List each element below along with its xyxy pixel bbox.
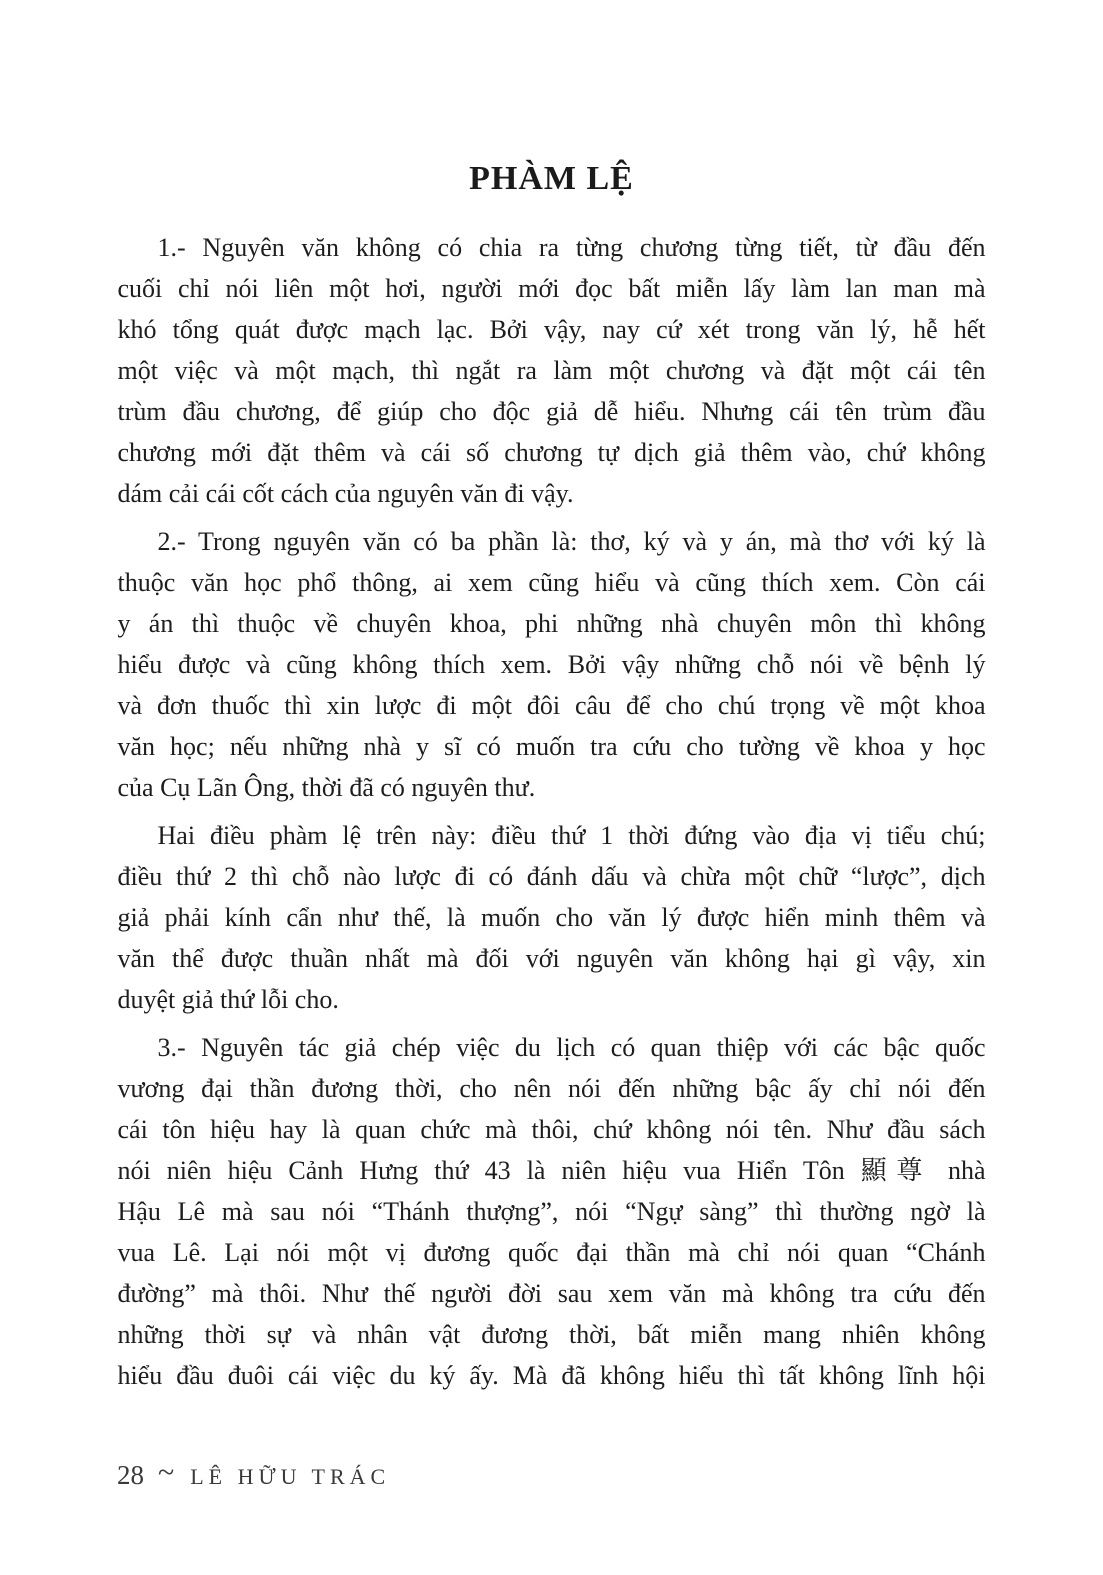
page-title: PHÀM LỆ [469, 160, 634, 197]
text-line: những thời sự và nhân vật đương thời, bất miễn mang nhiên không [117, 1320, 986, 1349]
text-line: nói niên hiệu Cảnh Hưng thứ 43 là niên hiệu vua Hiển Tôn 顯尊 nhà [117, 1156, 986, 1185]
text-line: trùm đầu chương, để giúp cho độc giả dễ hiểu. Nhưng cái tên trùm đầu [117, 397, 986, 426]
text-line: 2.- Trong nguyên văn có ba phần là: thơ, ký và y án, mà thơ với ký là [157, 527, 986, 556]
text-line: của Cụ Lãn Ông, thời đã có nguyên thư. [117, 773, 536, 802]
text-line: khó tổng quát được mạch lạc. Bởi vậy, nay cứ xét trong văn lý, hễ hết [117, 315, 986, 344]
text-line: cuối chỉ nói liên một hơi, người mới đọc bất miễn lấy làm lan man mà [117, 274, 986, 303]
text-line: 3.- Nguyên tác giả chép việc du lịch có quan thiệp với các bậc quốc [157, 1033, 986, 1062]
text-line: và đơn thuốc thì xin lược đi một đôi câu để cho chú trọng về một khoa [117, 691, 986, 720]
text-line: văn thể được thuần nhất mà đối với nguyên văn không hại gì vậy, xin [117, 944, 986, 973]
paragraph [118, 227, 986, 514]
text-line: thuộc văn học phổ thông, ai xem cũng hiểu và cũng thích xem. Còn cái [117, 568, 986, 597]
text-line: Hai điều phàm lệ trên này: điều thứ 1 thời đứng vào địa vị tiểu chú; [157, 821, 986, 850]
text-line: đường” mà thôi. Như thế người đời sau xem văn mà không tra cứu đến [117, 1279, 986, 1308]
text-line: hiểu đầu đuôi cái việc du ký ấy. Mà đã không hiểu thì tất không lĩnh hội [117, 1361, 986, 1390]
text-line: y án thì thuộc về chuyên khoa, phi những nhà chuyên môn thì không [117, 609, 986, 638]
paragraph [118, 521, 986, 808]
text-line: 1.- Nguyên văn không có chia ra từng chương từng tiết, từ đầu đến [157, 233, 986, 262]
tilde-separator: ~ [158, 1456, 175, 1489]
text-line: dám cải cái cốt cách của nguyên văn đi vậy. [117, 479, 574, 508]
author-name: LÊ HỮU TRÁC [190, 1464, 391, 1489]
text-line: vương đại thần đương thời, cho nên nói đến những bậc ấy chỉ nói đến [117, 1074, 986, 1103]
text-line: cái tôn hiệu hay là quan chức mà thôi, chứ không nói tên. Như đầu sách [117, 1115, 986, 1144]
text-line: Hậu Lê mà sau nói “Thánh thượng”, nói “Ngự sàng” thì thường ngờ là [117, 1197, 986, 1226]
text-line: duyệt giả thứ lỗi cho. [117, 985, 339, 1014]
page-number: 28 [117, 1460, 144, 1490]
paragraph [118, 1027, 986, 1396]
text-line: một việc và một mạch, thì ngắt ra làm một chương và đặt một cái tên [117, 356, 986, 385]
text-line: điều thứ 2 thì chỗ nào lược đi có đánh dấu và chừa một chữ “lược”, dịch [117, 862, 986, 891]
text-line: văn học; nếu những nhà y sĩ có muốn tra cứu cho tường về khoa y học [117, 732, 986, 761]
text-line: vua Lê. Lại nói một vị đương quốc đại thần mà chỉ nói quan “Chánh [117, 1238, 986, 1267]
text-line: giả phải kính cẩn như thế, là muốn cho văn lý được hiển minh thêm và [117, 903, 986, 932]
body-text [118, 227, 986, 1396]
page-footer [117, 1458, 390, 1492]
text-line: chương mới đặt thêm và cái số chương tự dịch giả thêm vào, chứ không [117, 438, 986, 467]
paragraph [118, 815, 986, 1020]
text-line: hiểu được và cũng không thích xem. Bởi vậy những chỗ nói về bệnh lý [117, 650, 986, 679]
